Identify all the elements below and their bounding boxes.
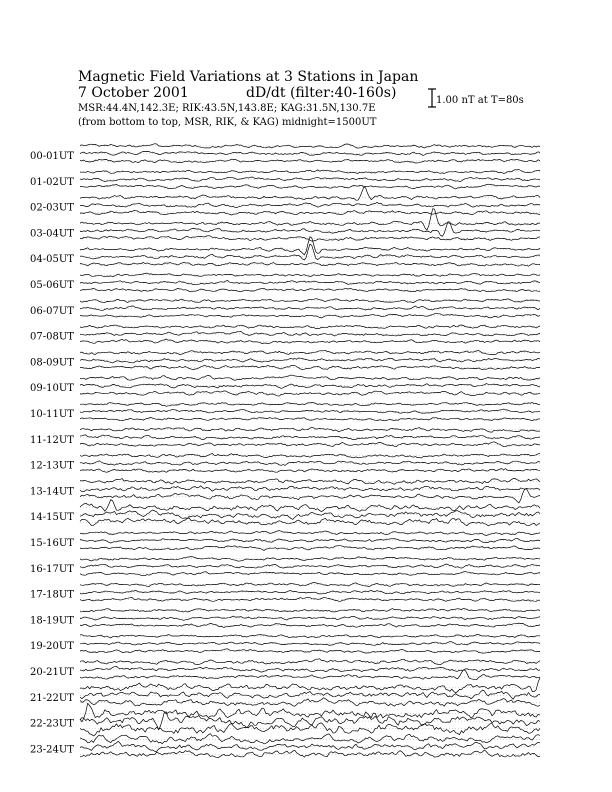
hour-label: 23-24UT — [30, 744, 74, 756]
hour-row — [30, 635, 540, 654]
hour-label: 14-15UT — [30, 512, 74, 524]
trace-msr — [80, 184, 540, 189]
trace-rik — [80, 590, 540, 594]
hour-row — [30, 403, 540, 421]
trace-msr — [80, 339, 540, 344]
trace-msr — [80, 442, 540, 447]
hour-label: 00-01UT — [30, 151, 74, 162]
trace-kag — [80, 659, 540, 665]
trace-msr — [80, 750, 540, 758]
trace-rik — [80, 331, 540, 336]
hour-row — [30, 350, 540, 369]
hour-row — [30, 453, 540, 472]
hour-label: 11-12UT — [30, 434, 74, 446]
hour-label: 18-19UT — [30, 615, 74, 627]
hour-label: 06-07UT — [30, 305, 74, 317]
trace-kag — [80, 375, 540, 380]
hour-label: 08-09UT — [30, 357, 74, 369]
hour-label: 21-22UT — [30, 692, 74, 704]
trace-rik — [80, 690, 540, 699]
hour-label: 22-23UT — [30, 718, 74, 730]
trace-msr — [80, 698, 540, 707]
trace-kag — [80, 734, 540, 744]
hour-row — [30, 144, 540, 163]
hour-label: 13-14UT — [30, 486, 74, 498]
hour-row — [30, 237, 540, 267]
trace-kag — [80, 187, 540, 200]
date-label: 7 October 2001 — [78, 85, 189, 101]
trace-msr — [80, 649, 540, 653]
hour-row — [30, 170, 540, 189]
trace-rik — [80, 741, 540, 751]
trace-msr — [80, 518, 540, 526]
hour-row — [30, 500, 540, 526]
hour-label: 01-02UT — [30, 176, 74, 188]
hour-label: 16-17UT — [30, 563, 74, 575]
trace-msr — [80, 313, 540, 318]
trace-rik — [80, 564, 540, 568]
hour-row — [30, 273, 540, 292]
trace-rik — [80, 409, 540, 413]
trace-rik — [80, 358, 540, 363]
trace-rik — [80, 244, 540, 260]
trace-rik — [80, 384, 540, 389]
hour-label: 17-18UT — [30, 589, 74, 601]
trace-msr — [80, 571, 540, 575]
trace-msr — [80, 597, 540, 601]
hour-label: 04-05UT — [30, 254, 74, 266]
trace-kag — [80, 500, 540, 512]
scale-bar-label: 1.00 nT at T=80s — [436, 95, 524, 106]
hour-row — [30, 299, 540, 318]
hour-row — [30, 583, 540, 602]
station-order-note: (from bottom to top, MSR, RIK, & KAG) midnight=1500UT — [78, 117, 377, 128]
hour-row — [30, 375, 540, 396]
chart-title: Magnetic Field Variations at 3 Stations in Japan — [78, 69, 419, 85]
trace-msr — [80, 159, 540, 163]
hour-label: 15-16UT — [30, 538, 74, 549]
trace-msr — [80, 391, 540, 396]
hour-label: 02-03UT — [30, 202, 74, 214]
trace-msr — [80, 723, 540, 736]
trace-msr — [80, 623, 540, 627]
hour-row — [30, 678, 540, 707]
hour-row — [30, 557, 540, 576]
hour-row — [30, 703, 540, 736]
trace-kag — [80, 635, 540, 638]
hour-row — [30, 609, 540, 628]
hour-label: 05-06UT — [30, 280, 74, 291]
hour-label: 12-13UT — [30, 460, 74, 472]
hour-label: 10-11UT — [30, 409, 74, 420]
trace-rik — [80, 616, 540, 620]
hour-label: 03-04UT — [30, 228, 74, 240]
hour-label: 09-10UT — [30, 383, 74, 395]
hour-row — [30, 187, 540, 215]
hour-label: 20-21UT — [30, 667, 74, 678]
trace-kag — [80, 209, 540, 231]
trace-rik — [80, 666, 540, 672]
trace-kag — [80, 170, 540, 174]
station-coordinates: MSR:44.4N,142.3E; RIK:43.5N,143.8E; KAG:31.5N,130.7E — [78, 103, 376, 114]
component-label: dD/dt (filter:40-160s) — [246, 85, 397, 101]
hour-row — [30, 427, 540, 446]
trace-kag — [80, 427, 540, 432]
hour-row — [30, 659, 540, 680]
hour-row — [30, 531, 540, 551]
hour-label: 19-20UT — [30, 641, 74, 653]
trace-msr — [80, 489, 540, 503]
hour-row — [30, 478, 540, 503]
trace-kag — [80, 678, 540, 693]
hour-row — [30, 325, 540, 344]
hour-label: 07-08UT — [30, 331, 74, 343]
trace-rik — [80, 461, 540, 466]
hour-row — [30, 734, 540, 758]
scale-bar — [428, 89, 436, 107]
trace-kag — [80, 403, 540, 407]
